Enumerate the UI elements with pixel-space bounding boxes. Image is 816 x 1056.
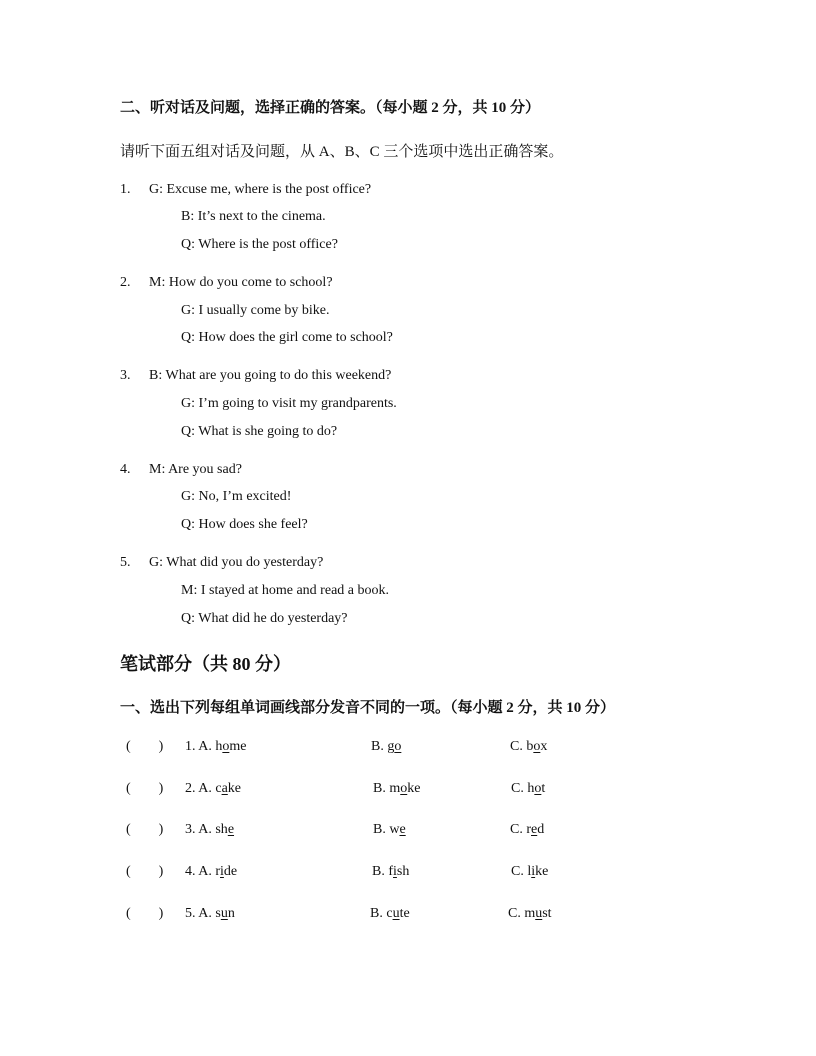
dialogue-question: Q: What did he do yesterday? bbox=[181, 611, 348, 626]
option-c-word bbox=[510, 739, 547, 754]
dialogue-question: Q: How does the girl come to school? bbox=[181, 330, 393, 345]
dialogue-number: 4. bbox=[120, 462, 131, 477]
dialogue-line: G: I usually come by bike. bbox=[181, 303, 330, 318]
word-part: h bbox=[215, 739, 223, 754]
option-a-word bbox=[198, 864, 237, 879]
answer-blank[interactable]: ( ) bbox=[126, 739, 164, 754]
option-label: B. bbox=[372, 864, 389, 879]
underlined-letter: o bbox=[534, 781, 542, 796]
underlined-letter: o bbox=[394, 739, 402, 754]
word-part: h bbox=[527, 781, 535, 796]
option-b bbox=[373, 822, 406, 838]
dialogue-line: G: What did you do yesterday? bbox=[149, 555, 324, 570]
word-part: m bbox=[389, 781, 401, 796]
underlined-letter: u bbox=[220, 906, 228, 921]
dialogue-line: G: No, I’m excited! bbox=[181, 489, 292, 504]
option-label: C. bbox=[510, 822, 527, 837]
question-number: 3. bbox=[185, 822, 199, 837]
option-b bbox=[372, 864, 409, 880]
option-a bbox=[185, 822, 234, 838]
option-a bbox=[185, 739, 246, 755]
question-number: 5. bbox=[185, 906, 199, 921]
option-a-word bbox=[198, 739, 246, 754]
option-label: B. bbox=[371, 739, 388, 754]
option-label: A. bbox=[198, 781, 216, 796]
option-c bbox=[510, 822, 544, 838]
word-part: d bbox=[537, 822, 545, 837]
dialogue-question: Q: What is she going to do? bbox=[181, 424, 338, 439]
word-part: r bbox=[215, 864, 221, 879]
option-c bbox=[511, 781, 545, 797]
word-part: c bbox=[386, 906, 393, 921]
word-part: de bbox=[223, 864, 238, 879]
dialogue-line: G: Excuse me, where is the post office? bbox=[149, 182, 372, 197]
section-heading-phonics: 一、选出下列每组单词画线部分发音不同的一项。（每小题 2 分，共 10 分） bbox=[120, 700, 616, 716]
underlined-letter: o bbox=[533, 739, 541, 754]
dialogue-line: M: I stayed at home and read a book. bbox=[181, 583, 389, 598]
option-b bbox=[370, 906, 410, 922]
option-c bbox=[511, 864, 548, 880]
word-part: l bbox=[527, 864, 532, 879]
word-part: c bbox=[215, 781, 222, 796]
option-a bbox=[185, 906, 235, 922]
option-label: A. bbox=[198, 822, 216, 837]
option-label: C. bbox=[508, 906, 525, 921]
dialogue-line: M: Are you sad? bbox=[149, 462, 242, 477]
option-c-word bbox=[511, 781, 545, 796]
option-b bbox=[373, 781, 420, 797]
underlined-letter: i bbox=[220, 864, 224, 879]
underlined-letter: e bbox=[227, 822, 235, 837]
dialogue-number: 2. bbox=[120, 275, 131, 290]
dialogue-line: G: I’m going to visit my grandparents. bbox=[181, 396, 397, 411]
question-number: 1. bbox=[185, 739, 199, 754]
underlined-letter: o bbox=[400, 781, 408, 796]
word-part: ke bbox=[407, 781, 421, 796]
option-c bbox=[508, 906, 552, 922]
option-label: C. bbox=[511, 781, 528, 796]
word-part: sh bbox=[396, 864, 410, 879]
written-part-title: 笔试部分（共 80 分） bbox=[120, 654, 291, 674]
option-c-word bbox=[508, 906, 552, 921]
option-c-word bbox=[511, 864, 548, 879]
word-part: b bbox=[526, 739, 534, 754]
option-b-word bbox=[373, 822, 406, 837]
option-a bbox=[185, 864, 237, 880]
answer-blank[interactable]: ( ) bbox=[126, 864, 164, 879]
option-a-word bbox=[198, 781, 241, 796]
option-label: B. bbox=[373, 781, 390, 796]
dialogue-line: B: It’s next to the cinema. bbox=[181, 209, 326, 224]
option-label: A. bbox=[198, 864, 216, 879]
option-label: A. bbox=[198, 906, 216, 921]
dialogue-number: 5. bbox=[120, 555, 131, 570]
option-label: B. bbox=[370, 906, 387, 921]
word-part: x bbox=[540, 739, 548, 754]
option-b bbox=[371, 739, 401, 755]
answer-blank[interactable]: ( ) bbox=[126, 781, 164, 796]
underlined-letter: i bbox=[393, 864, 397, 879]
question-number: 4. bbox=[185, 864, 199, 879]
option-b-word bbox=[372, 864, 409, 879]
word-part: w bbox=[389, 822, 400, 837]
option-b-word bbox=[371, 739, 401, 754]
underlined-letter: u bbox=[535, 906, 543, 921]
underlined-letter: e bbox=[531, 822, 538, 837]
dialogue-line: B: What are you going to do this weekend? bbox=[149, 368, 392, 383]
option-label: C. bbox=[511, 864, 528, 879]
dialogue-number: 1. bbox=[120, 182, 131, 197]
word-part: me bbox=[229, 739, 247, 754]
option-c bbox=[510, 739, 547, 755]
word-part: r bbox=[526, 822, 532, 837]
option-c-word bbox=[510, 822, 544, 837]
underlined-letter: u bbox=[392, 906, 400, 921]
word-part: t bbox=[541, 781, 546, 796]
option-b-word bbox=[370, 906, 410, 921]
question-number: 2. bbox=[185, 781, 199, 796]
dialogue-number: 3. bbox=[120, 368, 131, 383]
option-a-word bbox=[198, 822, 234, 837]
word-part: sh bbox=[215, 822, 228, 837]
underlined-letter: i bbox=[531, 864, 536, 879]
answer-blank[interactable]: ( ) bbox=[126, 822, 164, 837]
section-instruction: 请听下面五组对话及问题，从 A、B、C 三个选项中选出正确答案。 bbox=[120, 144, 564, 160]
option-label: B. bbox=[373, 822, 390, 837]
underlined-letter: o bbox=[222, 739, 230, 754]
word-part: f bbox=[388, 864, 394, 879]
dialogue-line: M: How do you come to school? bbox=[149, 275, 333, 290]
word-part: ke bbox=[227, 781, 242, 796]
word-part: ke bbox=[535, 864, 549, 879]
underlined-letter: a bbox=[221, 781, 228, 796]
option-label: A. bbox=[198, 739, 216, 754]
option-label: C. bbox=[510, 739, 527, 754]
dialogue-question: Q: How does she feel? bbox=[181, 517, 308, 532]
word-part: n bbox=[227, 906, 235, 921]
word-part: st bbox=[542, 906, 552, 921]
word-part: te bbox=[399, 906, 410, 921]
answer-blank[interactable]: ( ) bbox=[126, 906, 164, 921]
underlined-letter: e bbox=[399, 822, 406, 837]
option-a-word bbox=[198, 906, 235, 921]
option-b-word bbox=[373, 781, 420, 796]
dialogue-question: Q: Where is the post office? bbox=[181, 237, 338, 252]
word-part: s bbox=[215, 906, 221, 921]
word-part: m bbox=[524, 906, 536, 921]
word-part: g bbox=[387, 739, 395, 754]
option-a bbox=[185, 781, 241, 797]
section-heading-listening: 二、听对话及问题，选择正确的答案。（每小题 2 分，共 10 分） bbox=[120, 100, 541, 116]
